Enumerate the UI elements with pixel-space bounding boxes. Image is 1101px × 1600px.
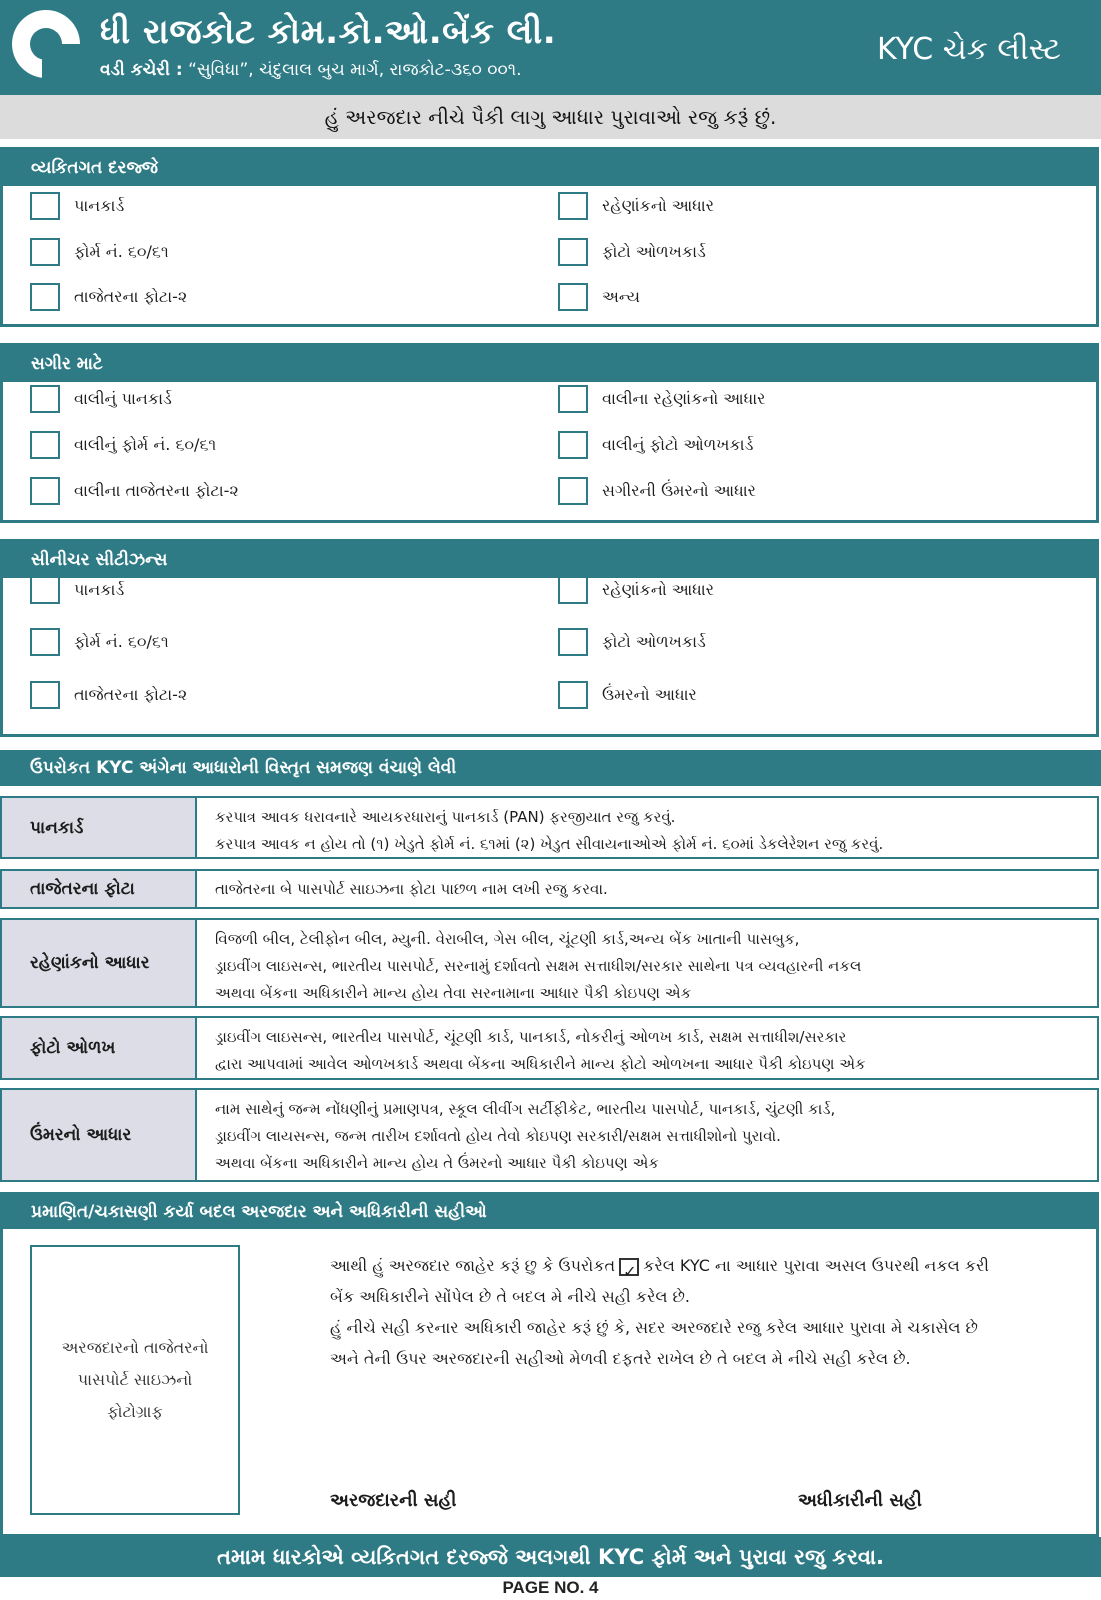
checklist-item[interactable]: [30, 628, 169, 656]
attestation-text: [330, 1250, 989, 1374]
checkbox[interactable]: [30, 431, 60, 459]
explanation-line: કરપાત્ર આવક ન હોય તો (૧) ખેડુતે ફોર્મ નં. ૬૧માં (૨) ખેડુત સીવાયનાઓએ ફોર્મ નં. ૬૦માં ડેકલેરેશન રજુ કરવું.: [215, 835, 884, 853]
checkbox[interactable]: [558, 681, 588, 709]
section-title: સીનીચર સીટીઝન્સ: [3, 542, 1096, 578]
checklist-item[interactable]: [558, 431, 753, 459]
checklist-item[interactable]: [558, 628, 706, 656]
checklist-item[interactable]: [30, 681, 187, 709]
explanation-line: નામ સાથેનું જન્મ નોંધણીનું પ્રમાણપત્ર, સ્કૂલ લીવીંગ સર્ટીફીકેટ, ભારતીય પાસપોર્ટ, પાનકાર્ડ, ચુંટણી કાર્ડ,: [215, 1100, 836, 1118]
explanation-line: અથવા બેંકના અધિકારીને માન્ય હોય તે ઉંમરનો આધાર પૈકી કોઇપણ એક: [215, 1154, 659, 1172]
checklist-item[interactable]: [558, 238, 706, 266]
checklist-label: વાલીનું ફોટો ઓળખકાર્ડ: [602, 435, 754, 454]
explanation-description: [197, 871, 626, 907]
attest-line4: અને તેની ઉપર અરજદારની સહીઓ મેળવી દફતરે રાખેલ છે તે બદલ મે નીચે સહી કરેલ છે.: [330, 1349, 911, 1368]
attest-line1-pre: આથી હું અરજદાર જાહેર કરૂં છુ કે ઉપરોકત: [330, 1256, 616, 1275]
explanation-row: [0, 918, 1099, 1008]
checklist-label: ફોટો ઓળખકાર્ડ: [602, 242, 706, 261]
checklist-label: ઉંમરનો આધાર: [602, 685, 697, 704]
checklist-label: ફોર્મ નં. ૬૦/૬૧: [74, 242, 169, 261]
checkbox[interactable]: [30, 681, 60, 709]
page-header: [0, 0, 1101, 95]
checklist-item[interactable]: [558, 681, 697, 709]
checklist-label: વાલીનું ફોર્મ નં. ૬૦/૬૧: [74, 435, 217, 454]
explanation-line: ડ્રાઇવીંગ લાયસન્સ, જન્મ તારીખ દર્શાવતો હોય તેવો કોઇપણ સરકારી/સક્ષમ સત્તાધીશોનો પુરાવો.: [215, 1127, 781, 1145]
checklist-label: તાજેતરના ફોટા-૨: [74, 287, 188, 306]
checklist-item[interactable]: [30, 385, 172, 413]
officer-signature-label: અધીકારીની સહી: [798, 1490, 922, 1511]
checklist-label: પાનકાર્ડ: [74, 196, 125, 215]
checkbox[interactable]: [558, 192, 588, 220]
photo-line: ફોટોગ્રાફ: [107, 1402, 163, 1421]
checkbox[interactable]: [558, 628, 588, 656]
checkbox[interactable]: [30, 192, 60, 220]
checklist-item[interactable]: [558, 576, 714, 604]
tick-box-icon: [619, 1258, 639, 1276]
checkbox[interactable]: [558, 385, 588, 413]
explanation-term: તાજેતરના ફોટા: [2, 871, 197, 907]
checklist-item[interactable]: [30, 576, 124, 604]
checklist-item[interactable]: [30, 477, 239, 505]
address-text: “સુવિધા”, ચંદુલાલ બુચ માર્ગ, રાજકોટ-૩૬૦ ૦૦૧.: [188, 60, 522, 80]
explanation-term: ફોટો ઓળખ: [2, 1018, 197, 1078]
footer-note: તમામ ધારકોએ વ્યકિતગત દરજ્જે અલગથી KYC ફોર્મ અને પુરાવા રજુ કરવા.: [0, 1537, 1101, 1577]
section-title: સગીર માટે: [3, 346, 1096, 382]
checklist-label: વાલીના તાજેતરના ફોટા-૨: [74, 481, 239, 500]
checkbox[interactable]: [30, 385, 60, 413]
bank-logo-icon: [12, 10, 80, 78]
checklist-label: ફોટો ઓળખકાર્ડ: [602, 632, 706, 651]
attest-line3: હું નીચે સહી કરનાર અધિકારી જાહેર કરૂં છું કે, સદર અરજદારે રજુ કરેલ આધાર પુરાવા મે ચકાસેલ છે: [330, 1318, 978, 1337]
photo-line: પાસપોર્ટ સાઇઝનો: [77, 1370, 193, 1389]
checklist-item[interactable]: [558, 385, 765, 413]
checkbox[interactable]: [30, 628, 60, 656]
bank-address: [100, 60, 522, 80]
declaration-text: હું અરજદાર નીચે પૈકી લાગુ આધાર પુરાવાઓ રજુ કરૂં છું.: [0, 95, 1101, 139]
explanation-row: [0, 1088, 1099, 1182]
checklist-label: પાનકાર્ડ: [74, 580, 125, 599]
checklist-item[interactable]: [30, 283, 187, 311]
checkbox[interactable]: [558, 477, 588, 505]
address-label: વડી કચેરી :: [100, 60, 183, 80]
explanation-row: [0, 869, 1099, 909]
checkbox[interactable]: [30, 283, 60, 311]
explanation-line: ડ્રાઇવીંગ લાઇસન્સ, ભારતીય પાસપોર્ટ, સરનામું દર્શાવતો સક્ષમ સત્તાધીશ/સરકાર સાથેના પત્ર વ્યવહારની નકલ: [215, 957, 862, 975]
explanation-term: રહેણાંકનો આધાર: [2, 920, 197, 1006]
checklist-label: તાજેતરના ફોટા-૨: [74, 685, 188, 704]
checklist-label: વાલીનું પાનકાર્ડ: [74, 389, 172, 408]
explanation-line: દ્વારા આપવામાં આવેલ ઓળખકાર્ડ અથવા બેંકના અધિકારીને માન્ય ફોટો ઓળખના આધાર પૈકી કોઇપણ એક: [215, 1055, 866, 1073]
explanation-line: વિજળી બીલ, ટેલીફોન બીલ, મ્યુની. વેરાબીલ, ગેસ બીલ, ચૂંટણી કાર્ડ,અન્ય બેંક ખાતાની પાસબુક,: [215, 930, 800, 948]
checklist-label: અન્ય: [602, 287, 641, 306]
attest-line2: બેંક અધિકારીને સોંપેલ છે તે બદલ મે નીચે સહી કરેલ છે.: [330, 1287, 691, 1306]
page-number: PAGE NO. 4: [502, 1578, 599, 1597]
explanation-title: ઉપરોકત KYC અંગેના આધારોની વિસ્તૃત સમજણ વંચાણે લેવી: [0, 750, 1101, 786]
checklist-item[interactable]: [558, 192, 714, 220]
explanation-line: ડ્રાઇવીંગ લાઇસન્સ, ભારતીય પાસપોર્ટ, ચૂંટણી કાર્ડ, પાનકાર્ડ, નોકરીનું ઓળખ કાર્ડ, સક્ષમ સત્તાધીશ/સરકાર: [215, 1028, 847, 1046]
bank-name: ધી રાજકોટ કોમ.કો.ઓ.બેંક લી.: [100, 12, 557, 52]
photo-line: અરજદારનો તાજેતરનો: [61, 1338, 209, 1357]
checklist-item[interactable]: [30, 238, 169, 266]
photo-placeholder-box: [30, 1245, 240, 1515]
attest-line1-post: કરેલ KYC ના આધાર પુરાવા અસલ ઉપરથી નકલ કરી: [643, 1256, 989, 1275]
explanation-line: કરપાત્ર આવક ધરાવનારે આયકરધારાનું પાનકાર્ડ (PAN) ફરજીયાત રજુ કરવું.: [215, 808, 676, 826]
explanation-term: ઉંમરનો આધાર: [2, 1090, 197, 1180]
checklist-label: ફોર્મ નં. ૬૦/૬૧: [74, 632, 169, 651]
checklist-item[interactable]: [30, 192, 124, 220]
checklist-item[interactable]: [558, 477, 756, 505]
explanation-description: [197, 920, 879, 1006]
explanation-line: અથવા બેંકના અધિકારીને માન્ય હોય તેવા સરનામાના આધાર પૈકી કોઇપણ એક: [215, 984, 692, 1002]
checklist-item[interactable]: [30, 431, 216, 459]
checkbox[interactable]: [30, 477, 60, 505]
explanation-row: [0, 796, 1099, 859]
applicant-signature-label: અરજદારની સહી: [330, 1490, 457, 1511]
form-title: KYC ચેક લીસ્ટ: [876, 32, 1061, 67]
checklist-label: સગીરની ઉંમરનો આધાર: [602, 481, 756, 500]
checkbox[interactable]: [30, 576, 60, 604]
explanation-row: [0, 1016, 1099, 1080]
attestation-title: પ્રમાણિત/ચકાસણી કર્યા બદલ અરજદાર અને અધિકારીની સહીઓ: [3, 1195, 1096, 1229]
explanation-description: [197, 1090, 853, 1180]
checkbox[interactable]: [558, 576, 588, 604]
checkbox[interactable]: [558, 431, 588, 459]
checklist-label: રહેણાંકનો આધાર: [602, 196, 714, 215]
explanation-line: તાજેતરના બે પાસપોર્ટ સાઇઝના ફોટા પાછળ નામ લખી રજુ કરવા.: [215, 879, 608, 898]
checkbox[interactable]: [558, 283, 588, 311]
checklist-label: વાલીના રહેણાંકનો આધાર: [602, 389, 766, 408]
checklist-label: રહેણાંકનો આધાર: [602, 580, 714, 599]
explanation-description: [197, 798, 901, 857]
section-title: વ્યકિતગત દરજ્જે: [3, 150, 1096, 186]
explanation-description: [197, 1018, 884, 1078]
checkbox[interactable]: [30, 238, 60, 266]
checkbox[interactable]: [558, 238, 588, 266]
explanation-term: પાનકાર્ડ: [2, 798, 197, 857]
checklist-item[interactable]: [558, 283, 640, 311]
